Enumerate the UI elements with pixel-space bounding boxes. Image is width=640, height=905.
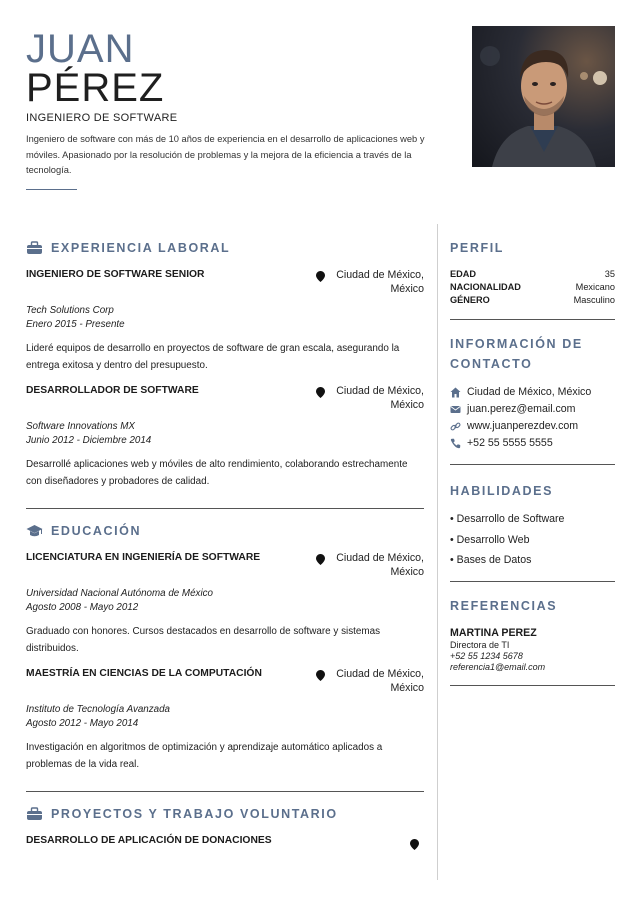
entry-dates: Enero 2015 - Presente xyxy=(26,319,125,330)
profile-value: 35 xyxy=(604,269,615,279)
education-entry xyxy=(26,551,424,657)
last-name: PÉREZ xyxy=(26,66,165,110)
job-title: INGENIERO DE SOFTWARE xyxy=(26,112,178,124)
profile-key: EDAD xyxy=(450,269,477,279)
entry-location: Ciudad de México, México xyxy=(336,385,424,411)
entry-dates: Agosto 2012 - Mayo 2014 xyxy=(26,718,139,729)
entry-dates: Agosto 2008 - Mayo 2012 xyxy=(26,602,139,613)
entry-dates: Junio 2012 - Diciembre 2014 xyxy=(26,435,152,446)
contact-website[interactable] xyxy=(450,418,615,435)
resume-header xyxy=(26,27,446,190)
project-name: DESARROLLO DE APLICACIÓN DE DONACIONES xyxy=(26,835,272,846)
entry-description: Investigación en algoritmos de optimización y aprendizaje automático aplicados a problemas de la vida real. xyxy=(26,742,383,770)
contact-address xyxy=(450,384,615,401)
profile-key: GÉNERO xyxy=(450,295,490,305)
skills-list xyxy=(450,509,615,571)
entry-location: Ciudad de México, México xyxy=(336,552,424,578)
first-name: JUAN xyxy=(26,27,135,71)
skills-title: HABILIDADES xyxy=(450,484,554,498)
skill-item: • Desarrollo Web xyxy=(450,533,530,546)
entry-description: Graduado con honores. Cursos destacados en desarrollo de software y sistemas distribuidos. xyxy=(26,626,381,654)
map-pin-icon xyxy=(410,839,419,850)
project-entry xyxy=(26,834,424,848)
profile-row xyxy=(450,294,615,307)
entry-degree: MAESTRÍA EN CIENCIAS DE LA COMPUTACIÓN xyxy=(26,668,262,679)
entry-description: Lideré equipos de desarrollo en proyectos de software de gran escala, asegurando la entrega exitosa y dentro del presupuesto. xyxy=(26,343,400,371)
contact-phone-text[interactable]: +52 55 5555 5555 xyxy=(467,437,553,449)
profile-photo xyxy=(472,26,615,167)
education-section-title xyxy=(26,521,424,541)
skill-item: • Bases de Datos xyxy=(450,554,532,566)
contact-title: INFORMACIÓN DE CONTACTO xyxy=(450,337,583,371)
phone-icon xyxy=(450,438,461,449)
briefcase-icon xyxy=(26,241,43,255)
sidebar-column xyxy=(450,238,615,686)
reference-email: referencia1@email.com xyxy=(450,661,546,672)
envelope-icon xyxy=(450,404,461,415)
experience-section-title xyxy=(26,238,424,258)
entry-location: Ciudad de México, México xyxy=(336,269,424,295)
reference-phone: +52 55 1234 5678 xyxy=(450,650,523,661)
sidebar-divider xyxy=(450,319,615,320)
projects-section-title xyxy=(26,804,424,824)
contact-email[interactable] xyxy=(450,401,615,418)
experience-entry xyxy=(26,384,424,490)
experience-entry xyxy=(26,268,424,374)
link-icon xyxy=(450,421,461,432)
profile-value: Masculino xyxy=(573,295,615,305)
briefcase-icon xyxy=(26,807,43,821)
education-title: EDUCACIÓN xyxy=(51,524,142,538)
sidebar-divider xyxy=(450,685,615,686)
header-rule xyxy=(26,189,77,190)
sidebar-divider xyxy=(450,581,615,582)
entry-company: Software Innovations MX xyxy=(26,421,135,432)
experience-title: EXPERIENCIA LABORAL xyxy=(51,241,231,255)
entry-role: INGENIERO DE SOFTWARE SENIOR xyxy=(26,269,205,280)
projects-title: PROYECTOS Y TRABAJO VOLUNTARIO xyxy=(51,807,338,821)
profile-key: NACIONALIDAD xyxy=(450,282,521,292)
skill-item: • Desarrollo de Software xyxy=(450,513,565,525)
entry-description: Desarrollé aplicaciones web y móviles de alto rendimiento, colaborando estrechamente con diseñadores y probadores de calidad. xyxy=(26,459,408,487)
profile-list xyxy=(450,268,615,307)
contact-phone[interactable] xyxy=(450,435,615,452)
profile-title: PERFIL xyxy=(450,241,505,255)
entry-role: DESARROLLADOR DE SOFTWARE xyxy=(26,385,199,396)
summary: Ingeniero de software con más de 10 años de experiencia en el desarrollo de aplicaciones web y móviles. Apasionado por la resolución de problemas y la mejora de la eficiencia a través de la tecnología. xyxy=(26,134,425,175)
education-entry xyxy=(26,667,424,773)
graduation-cap-icon xyxy=(26,524,43,538)
home-icon xyxy=(450,387,461,398)
reference-entry xyxy=(450,626,615,673)
entry-degree: LICENCIATURA EN INGENIERÍA DE SOFTWARE xyxy=(26,552,261,563)
portrait-image xyxy=(472,26,615,167)
reference-name: MARTINA PEREZ xyxy=(450,626,537,639)
contact-address-text: Ciudad de México, México xyxy=(467,386,592,398)
profile-row xyxy=(450,268,615,281)
entry-school: Instituto de Tecnología Avanzada xyxy=(26,704,170,715)
column-divider xyxy=(437,224,438,880)
contact-list xyxy=(450,384,615,452)
references-title: REFERENCIAS xyxy=(450,598,558,613)
profile-row xyxy=(450,281,615,294)
entry-school: Universidad Nacional Autónoma de México xyxy=(26,588,213,599)
section-divider xyxy=(26,508,424,509)
sidebar-divider xyxy=(450,464,615,465)
entry-company: Tech Solutions Corp xyxy=(26,305,114,316)
entry-location: Ciudad de México, México xyxy=(336,668,424,694)
contact-email-text[interactable]: juan.perez@email.com xyxy=(467,403,576,415)
contact-website-text[interactable]: www.juanperezdev.com xyxy=(467,420,579,432)
profile-value: Mexicano xyxy=(575,282,615,292)
main-column xyxy=(26,238,424,848)
section-divider xyxy=(26,791,424,792)
reference-position: Directora de TI xyxy=(450,639,510,650)
